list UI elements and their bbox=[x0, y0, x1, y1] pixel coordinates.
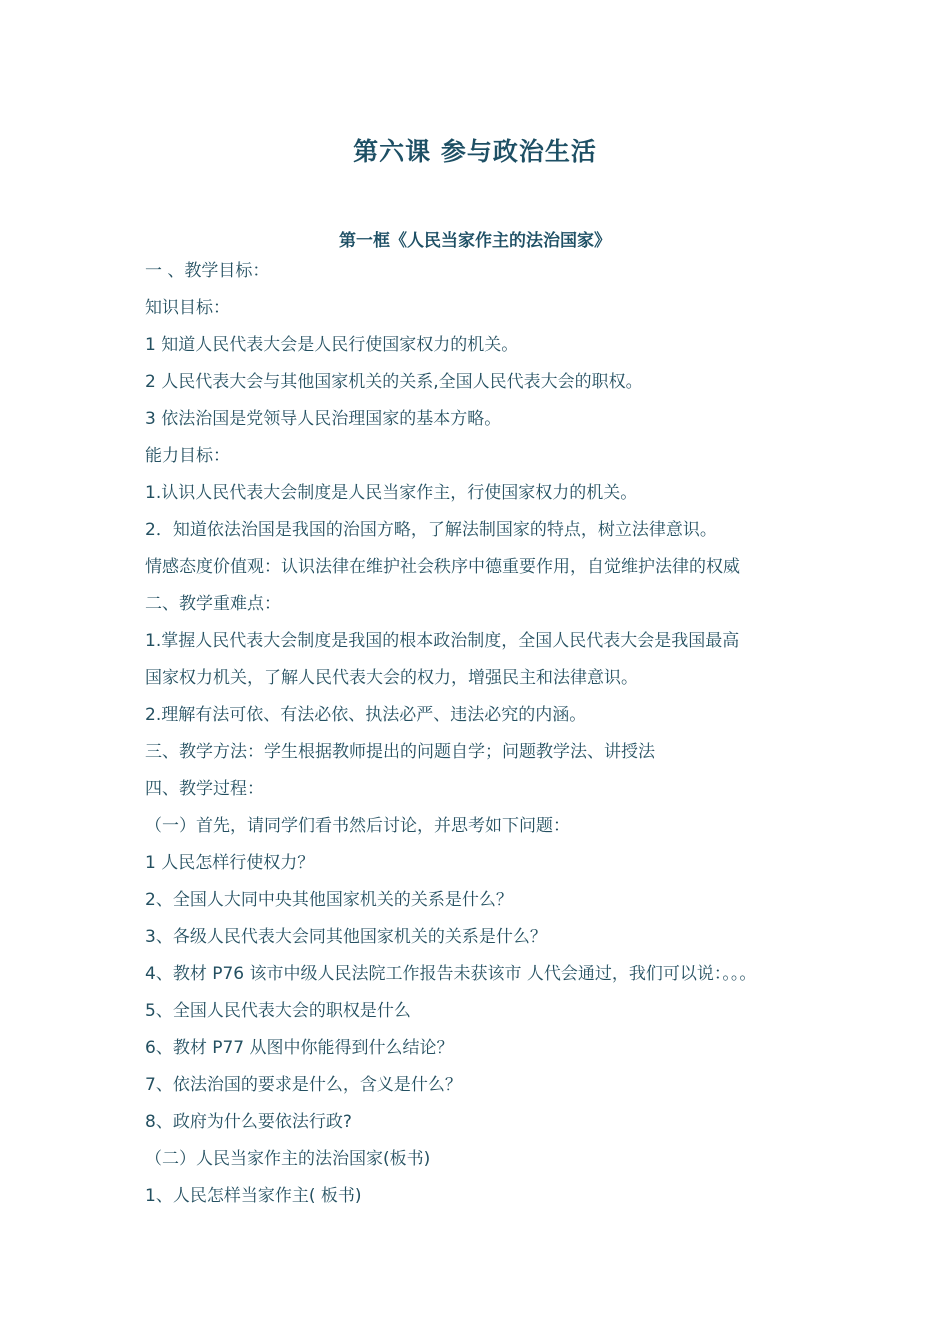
document-subtitle: 第一框《人民当家作主的法治国家》 bbox=[339, 231, 611, 251]
text-line: 7、依法治国的要求是什么，含义是什么？ bbox=[145, 1075, 462, 1095]
text-line: 知识目标： bbox=[145, 298, 230, 318]
text-line: 能力目标： bbox=[145, 446, 230, 466]
text-line: 5、全国人民代表大会的职权是什么 bbox=[145, 1001, 411, 1021]
text-line: 3、各级人民代表大会同其他国家机关的关系是什么？ bbox=[145, 927, 547, 947]
text-line: 一 、教学目标： bbox=[145, 261, 270, 281]
text-line: （一）首先，请同学们看书然后讨论，并思考如下问题： bbox=[145, 816, 570, 836]
document-body bbox=[145, 256, 815, 1218]
text-line: 8、政府为什么要依法行政? bbox=[145, 1112, 352, 1132]
document-title: 第六课 参与政治生活 bbox=[353, 137, 597, 166]
text-line: （二）人民当家作主的法治国家(板书) bbox=[145, 1149, 431, 1169]
text-line: 1 人民怎样行使权力？ bbox=[145, 853, 315, 873]
text-line: 2 人民代表大会与其他国家机关的关系,全国人民代表大会的职权。 bbox=[145, 372, 643, 392]
text-line: 2．知道依法治国是我国的治国方略，了解法制国家的特点，树立法律意识。 bbox=[145, 520, 717, 540]
text-line: 1、人民怎样当家作主( 板书) bbox=[145, 1186, 362, 1206]
text-line: 1.掌握人民代表大会制度是我国的根本政治制度，全国人民代表大会是我国最高 bbox=[145, 631, 740, 651]
text-line: 四、教学过程： bbox=[145, 779, 264, 799]
text-line: 2、全国人大同中央其他国家机关的关系是什么？ bbox=[145, 890, 513, 910]
text-line: 3 依法治国是党领导人民治理国家的基本方略。 bbox=[145, 409, 502, 429]
text-line: 国家权力机关，了解人民代表大会的权力，增强民主和法律意识。 bbox=[145, 668, 638, 688]
text-line: 情感态度价值观：认识法律在维护社会秩序中德重要作用，自觉维护法律的权威 bbox=[145, 557, 740, 577]
text-line: 1.认识人民代表大会制度是人民当家作主，行使国家权力的机关。 bbox=[145, 483, 638, 503]
text-line: 4、教材 P76 该市中级人民法院工作报告未获该市 人代会通过，我们可以说：。。。 bbox=[145, 964, 757, 984]
text-line: 三、教学方法：学生根据教师提出的问题自学；问题教学法、讲授法 bbox=[145, 742, 655, 762]
text-line: 1 知道人民代表大会是人民行使国家权力的机关。 bbox=[145, 335, 519, 355]
text-line: 6、教材 P77 从图中你能得到什么结论？ bbox=[145, 1038, 454, 1058]
text-line: 二、教学重难点： bbox=[145, 594, 281, 614]
text-line: 2.理解有法可依、有法必依、执法必严、违法必究的内涵。 bbox=[145, 705, 587, 725]
